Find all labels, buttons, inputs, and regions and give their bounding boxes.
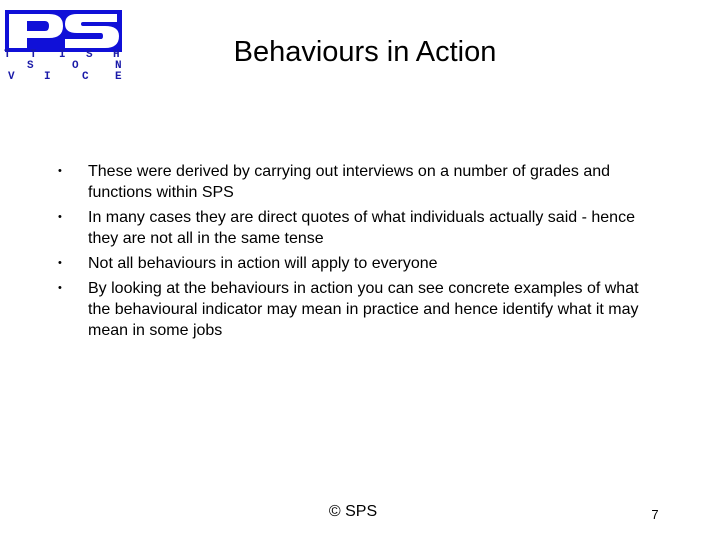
bullet-item	[58, 207, 658, 249]
logo-letter: T	[4, 49, 11, 61]
bullet-text: Not all behaviours in action will apply to everyone	[88, 255, 438, 272]
logo-letter: I	[44, 71, 51, 83]
logo-letter: C	[82, 71, 89, 83]
logo-letter: I	[59, 49, 66, 61]
page-number: 7	[651, 507, 659, 522]
bullet-text: In many cases they are direct quotes of what individuals actually said - hence they are not all in the same tense	[88, 209, 635, 247]
slide-title: Behaviours in Action	[233, 36, 497, 68]
logo-letter: S	[86, 49, 93, 61]
bullet-icon: •	[58, 282, 62, 294]
copyright-footer: © SPS	[328, 503, 378, 520]
logo-letter: V	[8, 71, 15, 83]
bullet-item	[58, 278, 658, 341]
bullet-icon: •	[58, 257, 62, 269]
bullet-item	[58, 161, 658, 203]
bullet-icon: •	[58, 165, 62, 177]
logo-letter: N	[115, 60, 122, 72]
bullet-list	[58, 161, 658, 345]
logo-letter: T	[30, 49, 37, 61]
logo-letter: S	[27, 60, 34, 72]
bullet-text: By looking at the behaviours in action you can see concrete examples of what the behavioural indicator may mean in practice and hence identify what it may mean in some jobs	[88, 280, 639, 339]
logo-row-3	[0, 71, 130, 85]
logo-letter: O	[72, 60, 79, 72]
ps-lettermark-icon	[5, 10, 122, 52]
bullet-item	[58, 253, 658, 274]
logo-box	[5, 10, 122, 52]
bullet-icon: •	[58, 211, 62, 223]
logo-letter: H	[113, 49, 120, 61]
sps-logo	[0, 10, 130, 82]
logo-letter: E	[115, 71, 122, 83]
bullet-text: These were derived by carrying out interviews on a number of grades and functions within SPS	[88, 163, 611, 201]
